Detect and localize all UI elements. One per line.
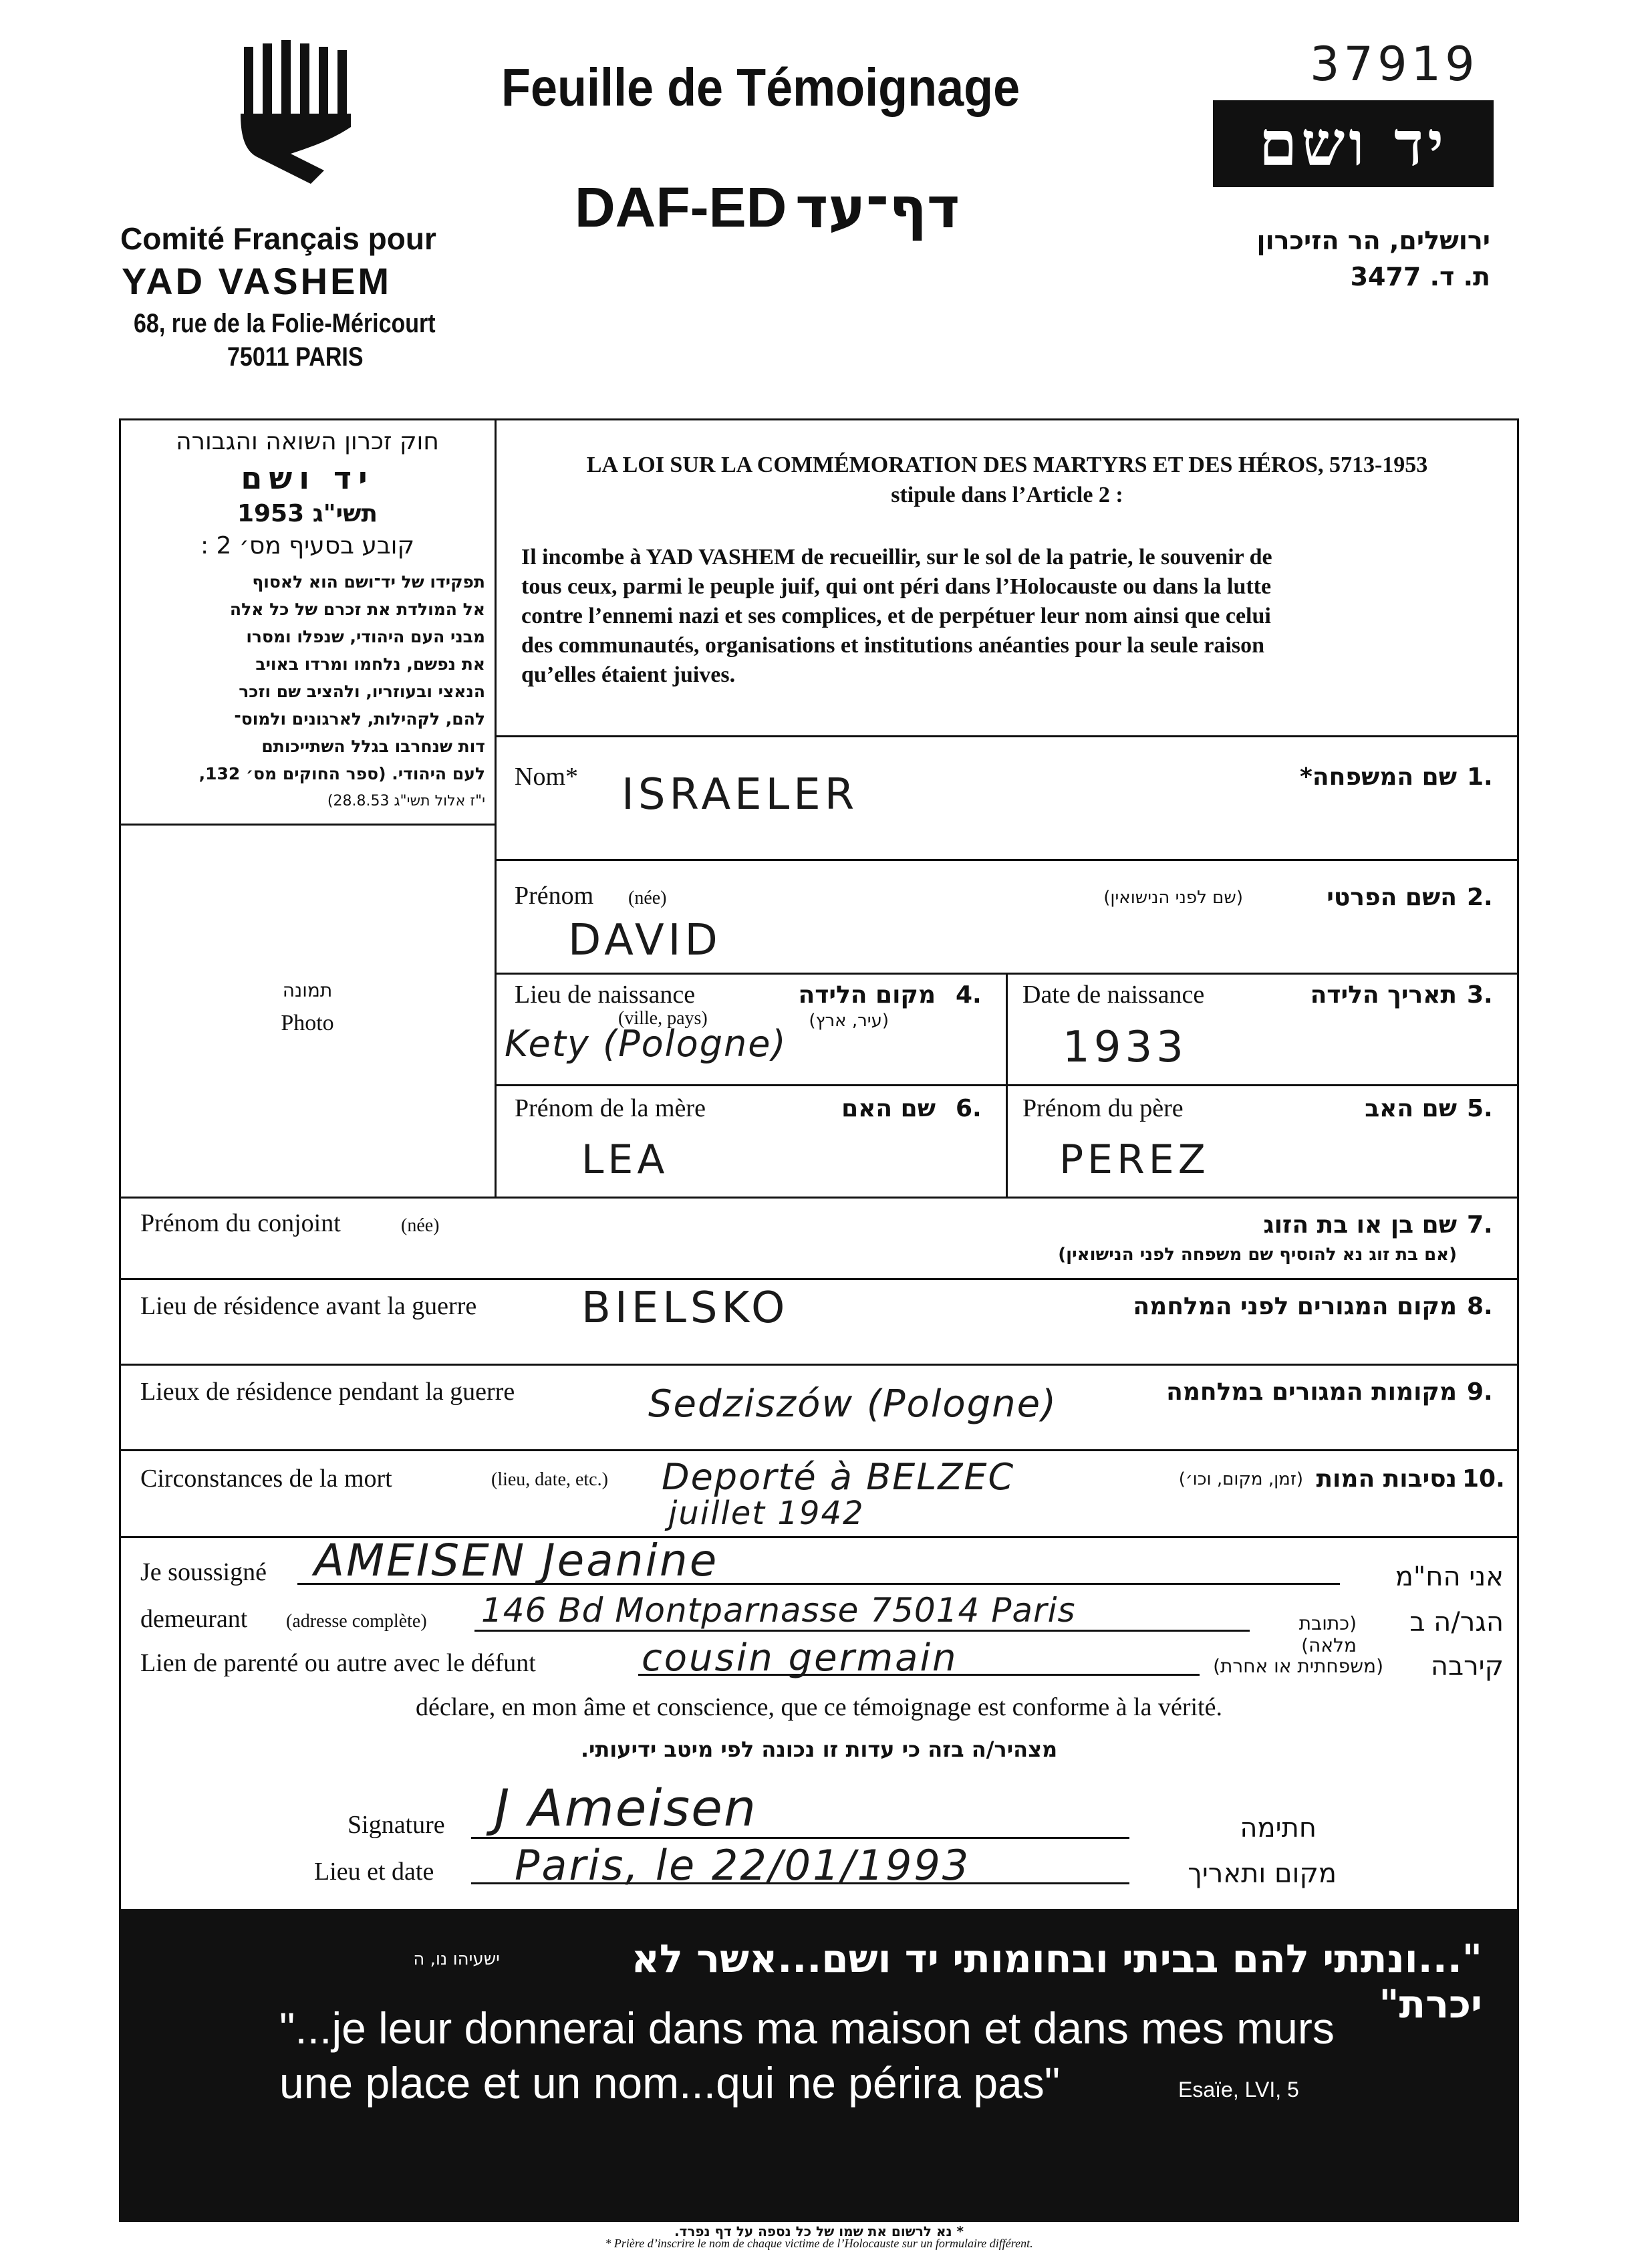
page-title: Feuille de Témoignage — [501, 57, 1020, 117]
handwritten-number: 37919 — [1310, 37, 1479, 92]
photo-label: Photo — [281, 1011, 334, 1035]
po-box-line: ת. ד. 3477 — [1350, 262, 1490, 291]
signature-label: Signature — [348, 1811, 445, 1839]
circonstances-value-line1[interactable]: Deporté à BELZEC — [662, 1456, 1015, 1498]
circonstances-num: 10. — [1462, 1465, 1505, 1493]
lien-value[interactable]: cousin germain — [642, 1636, 958, 1680]
yad-vashem-logo-text: יד ושם — [1258, 108, 1448, 180]
soussigne-he-label: אני הח"מ — [1395, 1561, 1504, 1592]
law-fr-body-line: qu’elles étaient juives. — [521, 662, 736, 687]
address-line1: 68, rue de la Folie-Méricourt — [134, 309, 436, 338]
lieu-naissance-note: (ville, pays) — [618, 1008, 708, 1029]
banner-he-quote: "...ונתתי להם בביתי ובחומותי יד ושם...אשר לא יכרת" — [631, 1936, 1482, 2027]
prenom-label: Prénom — [515, 882, 594, 910]
law-he-body-line: דות שנחרבו בגלל השתייכותם — [261, 737, 485, 756]
law-he-body-line: לעם היהודי. (ספר החוקים מס׳ 132, — [198, 764, 485, 783]
footer-fr-note: * Prière d’inscrire le nom de chaque victime de l’Holocauste sur un formulaire différent. — [605, 2237, 1033, 2250]
demeurant-value[interactable]: 146 Bd Montparnasse 75014 Paris — [481, 1591, 1076, 1630]
lieu-date-value[interactable]: Paris, le 22/01/1993 — [515, 1841, 971, 1890]
row-divider — [119, 1278, 1519, 1280]
lien-he-note: (משפחתית או אחרת) — [1213, 1655, 1383, 1677]
banner-fr-ref: Esaïe, LVI, 5 — [1178, 2078, 1299, 2102]
law-he-body-line: להם, לקהילות, לארגונים ולמוס־ — [234, 709, 485, 729]
declaration-he: מצהיר/ה בזה כי עדות זו נכונה לפי מיטב ידיעותי. — [580, 1737, 1058, 1762]
nom-he-label: שם המשפחה* — [1300, 763, 1457, 791]
photo-he-label: תמונה — [282, 979, 333, 1001]
prenom-note: (née) — [628, 888, 667, 908]
demeurant-he-note: (כתובת מלאה) — [1298, 1612, 1357, 1656]
prenom-pere-num: 5. — [1467, 1095, 1493, 1122]
lieu-date-label: Lieu et date — [314, 1858, 434, 1886]
address-line2: 75011 PARIS — [227, 342, 364, 372]
conjoint-note: (née) — [401, 1215, 440, 1236]
banner-fr-line1: "...je leur donnerai dans ma maison et dans mes murs — [279, 2003, 1335, 2053]
prenom-num: 2. — [1467, 884, 1493, 911]
prenom-pere-he-label: שם האב — [1365, 1095, 1457, 1122]
nom-label: Nom* — [515, 763, 578, 791]
circonstances-he-label: נסיבות המות — [1316, 1465, 1457, 1493]
lieu-naissance-num: 4. — [956, 981, 982, 1009]
yad-vashem-logo-box — [1213, 100, 1494, 187]
law-he-body — [131, 568, 485, 815]
row-divider — [119, 1197, 1519, 1199]
circonstances-value-line2[interactable]: juillet 1942 — [668, 1495, 865, 1532]
conjoint-he-label: שם בן או בת הזוג — [1263, 1211, 1457, 1239]
banner-he-ref: ישעיהו נו, ה — [413, 1949, 500, 1969]
soussigne-value[interactable]: AMEISEN Jeanine — [314, 1535, 719, 1586]
demeurant-note: (adresse complète) — [286, 1611, 427, 1632]
demeurant-line — [474, 1630, 1250, 1632]
demeurant-label: demeurant — [140, 1605, 248, 1633]
circonstances-note: (lieu, date, etc.) — [491, 1469, 608, 1490]
prenom-mere-num: 6. — [956, 1095, 982, 1122]
residence-avant-num: 8. — [1467, 1293, 1493, 1320]
residence-avant-label: Lieu de résidence avant la guerre — [140, 1292, 477, 1320]
daf-ed-hebrew: דף־עד — [795, 175, 960, 241]
law-he-body-line: י"ז אלול תשי"ג 28.8.53) — [327, 793, 485, 809]
law-fr-body-line: Il incombe à YAD VASHEM de recueillir, sur le sol de la patrie, le souvenir de — [521, 545, 1272, 570]
law-photo-divider — [119, 824, 496, 826]
law-box-bottom — [495, 735, 1519, 737]
law-he-body-line: הנאצי ובעוזריו, ולהציב שם וזכר — [239, 682, 485, 701]
daf-ed-latin: DAF-ED — [575, 176, 787, 239]
circonstances-label: Circonstances de la mort — [140, 1465, 392, 1493]
conjoint-num: 7. — [1467, 1211, 1493, 1239]
prenom-mere-label: Prénom de la mère — [515, 1094, 706, 1122]
menorah-logo — [231, 40, 358, 187]
footer-he-note: * נא לרשום את שמו של כל נספה על דף נפרד. — [674, 2223, 964, 2239]
residence-pendant-label: Lieux de résidence pendant la guerre — [140, 1378, 515, 1406]
lien-he-label: קירבה — [1430, 1651, 1504, 1682]
row-divider — [119, 1364, 1519, 1366]
lieu-naissance-label: Lieu de naissance — [515, 981, 696, 1009]
lieu-naissance-he-label: מקום הלידה — [798, 981, 936, 1009]
banner-fr-line2: une place et un nom...qui ne périra pas" — [279, 2058, 1061, 2108]
law-he-line1: חוק זכרון השואה והגבורה — [176, 428, 439, 455]
circonstances-he-note: (זמן, מקום, וכו׳) — [1178, 1469, 1303, 1489]
date-naissance-he-label: תאריך הלידה — [1310, 981, 1457, 1009]
residence-pendant-num: 9. — [1467, 1378, 1493, 1406]
lien-label: Lien de parenté ou autre avec le défunt — [140, 1649, 536, 1677]
row-divider — [495, 1084, 1519, 1086]
left-column-divider — [495, 418, 497, 1197]
prenom-pere-label: Prénom du père — [1022, 1094, 1184, 1122]
nom-value[interactable]: ISRAELER — [622, 770, 859, 820]
law-fr-subtitle: stipule dans l’Article 2 : — [891, 483, 1123, 507]
residence-avant-value[interactable]: BIELSKO — [581, 1283, 789, 1333]
prenom-he-label: השם הפרטי — [1327, 884, 1457, 911]
row-divider — [495, 859, 1519, 861]
law-he-body-line: את נפשם, נלחמו ומרדו באויב — [255, 654, 485, 674]
declaration-fr: déclare, en mon âme et conscience, que ce témoignage est conforme à la vérité. — [416, 1693, 1222, 1721]
law-fr-body-line: des communautés, organisations et institutions anéanties pour la seule raison — [521, 633, 1265, 658]
law-he-body-line: אל המולדת את זכרם של כל אלה — [229, 600, 485, 619]
conjoint-label: Prénom du conjoint — [140, 1209, 341, 1237]
lieu-date-he-label: מקום ותאריך — [1188, 1858, 1337, 1889]
prenom-he-note: (שם לפני הנישואין) — [1103, 888, 1243, 908]
residence-pendant-value[interactable]: Sedziszów (Pologne) — [648, 1382, 1057, 1426]
law-he-line4: קובע בסעיף מס׳ 2 : — [200, 532, 415, 559]
law-he-body-line: מבני העם היהודי, שנפלו ומסרו — [246, 627, 485, 646]
signature-he-label: חתימה — [1240, 1813, 1317, 1844]
date-naissance-num: 3. — [1467, 981, 1493, 1009]
jerusalem-line: ירושלים, הר הזיכרון — [1256, 226, 1490, 255]
lieu-naissance-value[interactable]: Kety (Pologne) — [505, 1023, 787, 1065]
date-naissance-value[interactable]: 1933 — [1063, 1023, 1188, 1072]
signature-value[interactable]: J Ameisen — [495, 1778, 757, 1838]
law-fr-title: LA LOI SUR LA COMMÉMORATION DES MARTYRS ET DES HÉROS, 5713-1953 — [586, 453, 1428, 477]
committee-line2: YAD VASHEM — [122, 260, 392, 302]
committee-line1: Comité Français pour — [120, 221, 436, 256]
date-naissance-label: Date de naissance — [1022, 981, 1205, 1009]
residence-pendant-he-label: מקומות המגורים במלחמה — [1166, 1378, 1457, 1406]
nom-num: 1. — [1467, 763, 1493, 791]
demeurant-he-label: הגר/ה ב — [1409, 1607, 1504, 1638]
row-divider — [119, 1449, 1519, 1451]
law-fr-body-line: tous ceux, parmi le peuple juif, qui ont péri dans l’Holocauste ou dans la lutte — [521, 574, 1272, 599]
prenom-value[interactable]: DAVID — [568, 916, 722, 965]
law-he-line3: תשי"ג 1953 — [237, 500, 378, 527]
law-he-line2: יד ושם — [241, 460, 374, 496]
law-fr-body — [521, 543, 1504, 690]
law-fr-body-line: contre l’ennemi nazi et ses complices, et de perpétuer leur nom ainsi que celui — [521, 604, 1271, 628]
law-he-body-line: תפקידו של יד־ושם הוא לאסוף — [252, 572, 485, 592]
prenom-mere-value[interactable]: LEA — [581, 1136, 669, 1183]
residence-avant-he-label: מקום המגורים לפני המלחמה — [1133, 1293, 1457, 1320]
prenom-mere-he-label: שם האם — [841, 1095, 936, 1122]
soussigne-label: Je soussigné — [140, 1558, 267, 1586]
prenom-pere-value[interactable]: PEREZ — [1059, 1136, 1210, 1183]
quote-banner — [119, 1909, 1519, 2222]
conjoint-he-note: (אם בת זוג נא להוסיף שם משפחה לפני הנישואין) — [1058, 1245, 1457, 1265]
lieu-naissance-he-note: (עיר, ארץ) — [809, 1011, 889, 1031]
